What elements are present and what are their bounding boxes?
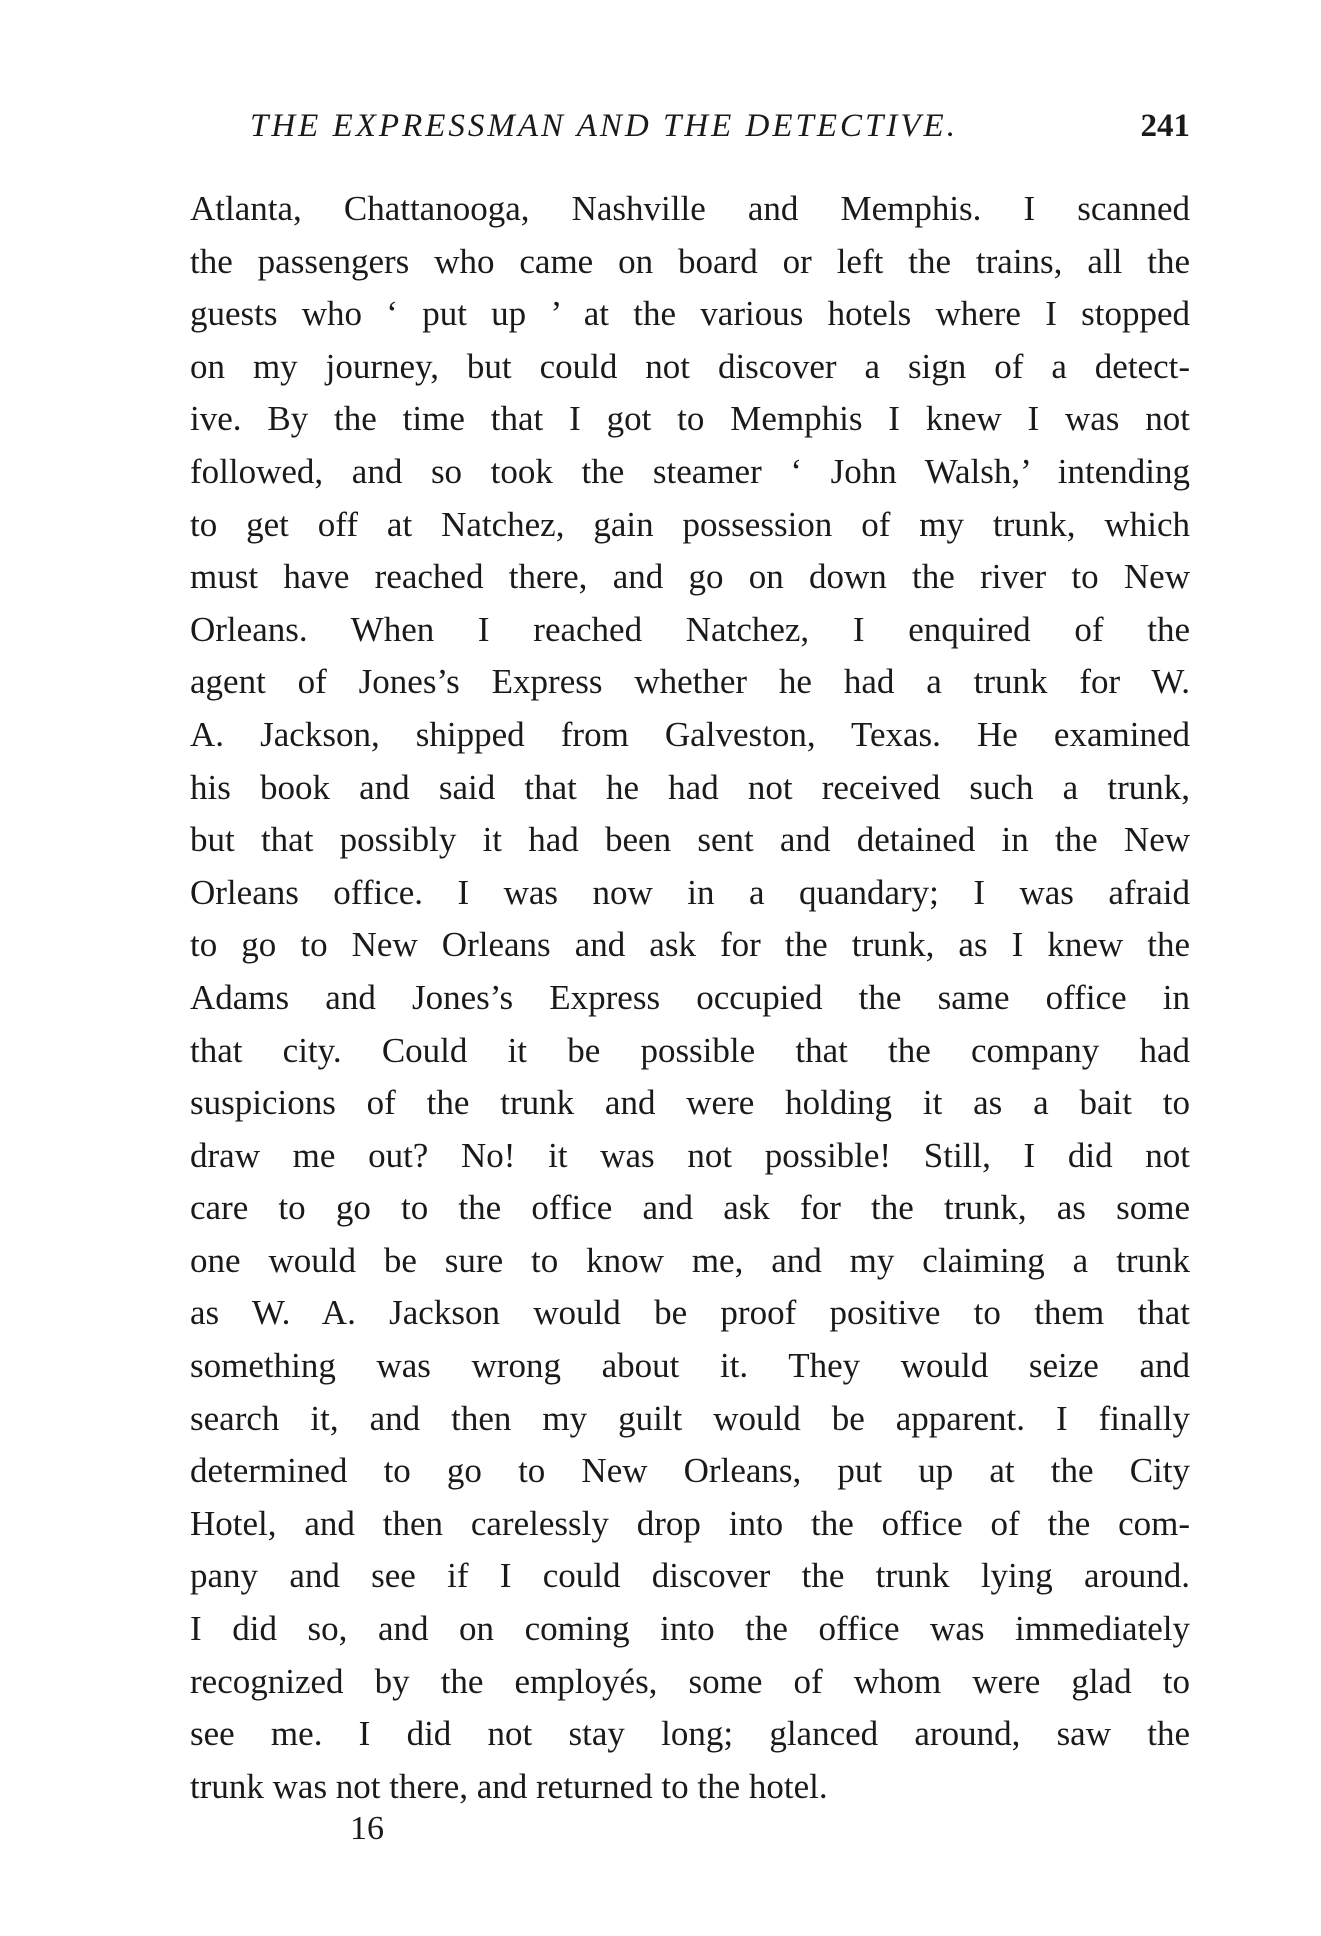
text-line: see me. I did not stay long; glanced around, saw the (190, 1714, 1190, 1754)
text-line: his book and said that he had not received such a trunk, (190, 767, 1190, 807)
text-line: recognized by the employés, some of whom were glad to (190, 1661, 1190, 1701)
text-line: must have reached there, and go on down the river to New (190, 557, 1190, 597)
signature-mark: 16 (350, 1810, 384, 1847)
text-line: trunk was not there, and returned to the hotel. (190, 1766, 828, 1806)
text-line: as W. A. Jackson would be proof positive to them that (190, 1293, 1190, 1333)
text-line: but that possibly it had been sent and detained in the New (190, 820, 1190, 860)
text-line: Orleans office. I was now in a quandary; I was afraid (190, 872, 1190, 912)
text-line: I did so, and on coming into the office was immediately (190, 1609, 1190, 1649)
text-line: search it, and then my guilt would be apparent. I finally (190, 1398, 1190, 1438)
text-line: suspicions of the trunk and were holding it as a bait to (190, 1083, 1190, 1123)
text-line: Atlanta, Chattanooga, Nashville and Memphis. I scanned (190, 189, 1190, 228)
text-line: on my journey, but could not discover a sign of a detect- (190, 346, 1190, 386)
text-line: draw me out? No! it was not possible! Still, I did not (190, 1135, 1190, 1175)
text-line: pany and see if I could discover the trunk lying around. (190, 1556, 1190, 1596)
text-line: one would be sure to know me, and my claiming a trunk (190, 1240, 1190, 1280)
text-line: followed, and so took the steamer ‘ John Walsh,’ intending (190, 451, 1190, 491)
text-line: A. Jackson, shipped from Galveston, Texas. He examined (190, 714, 1190, 754)
text-line: guests who ‘ put up ’ at the various hotels where I stopped (190, 294, 1190, 334)
text-line: determined to go to New Orleans, put up at the City (190, 1451, 1190, 1491)
text-line: to go to New Orleans and ask for the trunk, as I knew the (190, 925, 1190, 965)
page-number: 241 (1140, 108, 1190, 144)
body-text (190, 183, 1190, 1813)
text-line: that city. Could it be possible that the company had (190, 1030, 1190, 1070)
text-line: ive. By the time that I got to Memphis I knew I was not (190, 399, 1190, 439)
text-line: to get off at Natchez, gain possession of my trunk, which (190, 504, 1190, 544)
text-line: Orleans. When I reached Natchez, I enquired of the (190, 609, 1190, 649)
running-title: THE EXPRESSMAN AND THE DETECTIVE. (250, 108, 958, 144)
text-line: agent of Jones’s Express whether he had a trunk for W. (190, 662, 1190, 702)
text-line: something was wrong about it. They would seize and (190, 1346, 1190, 1386)
text-line: Adams and Jones’s Express occupied the same office in (190, 977, 1190, 1017)
text-line: care to go to the office and ask for the trunk, as some (190, 1188, 1190, 1228)
running-head (250, 108, 1190, 158)
text-line: Hotel, and then carelessly drop into the office of the com- (190, 1503, 1190, 1543)
text-line: the passengers who came on board or left the trains, all the (190, 241, 1190, 281)
